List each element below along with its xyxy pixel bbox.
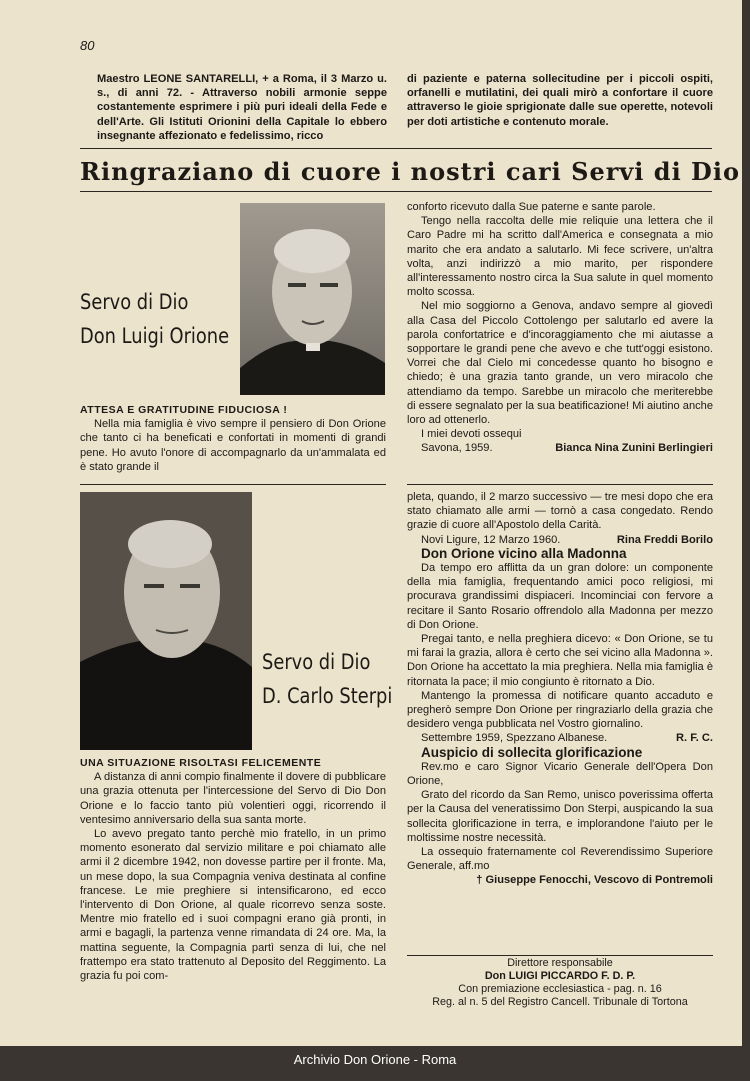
article-situazione-left: UNA SITUAZIONE RISOLTASI FELICEMENTE A distanza di anni compio finalmente il dovere di pubblicare una grazia ottenuta per l'intercessione del Servo di Dio Don Orione e lo faccio tanto più volentieri oggi, ricorrendo il ventesimo anniversario della sua santa morte. Lo avevo pregato tanto perchè mio fratello, in un primo momento esonerato dal servizio militare e poi chiamato alle armi il 2 dicembre 1942, non dovesse partire per il fronte. Ma, un mese dopo, la sua Compagnia veniva destinata al confine francese. Le mie preghiere si intensificarono, ed ecco l'intervento di Don Orione, al quale ricorrevo senza soste. Mentre mio fratello ed i suoi compagni erano già pronti, in armi e bagagli, la partenza venne rimandata di 24 ore. Ma, la mattina seguente, la Compagnia partì senza di lui, che nel frattempo era stato trattenuto al Deposito del Reggimento. La grazia fu poi com- <box>80 757 386 983</box>
article-auspicio-signature: † Giuseppe Fenocchi, Vescovo di Pontremoli <box>476 874 713 887</box>
banner-divider <box>80 191 712 192</box>
orione-portrait <box>240 203 385 395</box>
article-madonna-heading: Don Orione vicino alla Madonna <box>421 545 627 561</box>
left-mid-divider <box>80 484 386 485</box>
sterpi-portrait-drawing <box>80 492 252 750</box>
page-number: 80 <box>80 38 95 53</box>
orione-portrait-drawing <box>240 203 385 395</box>
banner-title: Ringraziano di cuore i nostri cari Servi di Dio <box>80 157 740 186</box>
article-attesa-heading: ATTESA E GRATITUDINE FIDUCIOSA ! <box>80 404 288 416</box>
article-situazione-heading: UNA SITUAZIONE RISOLTASI FELICEMENTE <box>80 757 322 769</box>
article-madonna-signature: Settembre 1959, Spezzano Albanese. R. F. C. <box>421 732 713 745</box>
obituary-left: Maestro LEONE SANTARELLI, + a Roma, il 3 Marzo u. s., di anni 72. - Attraverso nobili armonie seppe costantemente esprimere i più puri ideali della Fede e dell'Arte. Gli Istituti Orionini della Capitale lo ebbero insegnante affezionato e fedelissimo, ricco <box>97 73 387 142</box>
archive-caption: Archivio Don Orione - Roma <box>293 1052 457 1067</box>
article-situazione-signature: Novi Ligure, 12 Marzo 1960. Rina Freddi Borilo <box>421 533 713 546</box>
article-attesa-signature: Savona, 1959. Bianca Nina Zunini Berlingieri <box>421 442 713 455</box>
right-mid-divider <box>407 484 713 485</box>
article-attesa-right: conforto ricevuto dalla Sue paterne e sante parole. Tengo nella raccolta delle mie reliquie una lettera che il Caro Padre mi ha scritto dall'America e consegnata a mio marito che era andato a salutarlo. Mi fece scrivere, un'altra volta, anzi indirizzò a mio marito, per rispondere all'interessamento nostro circa la Sua salute in quel momento molto scossa. Nel mio soggiorno a Genova, andavo sempre al giovedì alla Casa del Piccolo Cottolengo per salutarlo ed avere la parola confortatrice e d'incoraggiamento che mi aiutasse a sopportare le grandi pene che avevo e che tutt'oggi esistono. Vorrei che dal Cielo mi concedesse quanto ho bisogno e chiedo; è una grazia tanto grande, un vero miracolo che attendiamo da tempo. Sarebbe un miracolo che meriterebbe di essere segnalato per la sua beatificazione! Mi aiutino anche loro ad ottenerlo. I miei devoti ossequi Savona, 1959. Bianca Nina Zunini Berlingieri <box>407 201 713 455</box>
servo-orione-title: Servo di Dio Don Luigi Orione <box>80 290 230 348</box>
obituary-right: di paziente e paterna sollecitudine per i piccoli ospiti, orfanelli e mutilatini, dei quali mirò a confortare il cuore attraverso le gioie sprigionate dalle sue operette, notevoli per doti artistiche e contenuto morale. <box>407 73 713 128</box>
article-attesa-left: ATTESA E GRATITUDINE FIDUCIOSA ! Nella mia famiglia è vivo sempre il pensiero di Don Orione che tanto ci ha beneficati e confortati in momenti di grandi pene. Ho avuto l'onore di accompagnarlo da un'ammalata ed è stato grande il <box>80 404 386 473</box>
right-column-lower: pleta, quando, il 2 marzo successivo — tre mesi dopo che era stato chiamato alle armi — tornò a casa congedato. Rendo grazie di cuore all'Apostolo della Carità. Novi Ligure, 12 Marzo 1960. Rina Freddi Borilo Don Orione vicino alla Madonna Da tempo ero afflitta da un gran dolore: un componente della mia famiglia, frequentando amici poco religiosi, mi procurava grandissimi dispiaceri. Incominciai con fervore a recitare il Santo Rosario offrendolo alla Madonna per mezzo di Don Orione. Pregai tanto, e nella preghiera dicevo: « Don Orione, se tu mi farai la grazia, allora è certo che sei vicino alla Madonna ». Don Orione ha accettato la mia preghiera. Nella mia famiglia è ritornata la pace; il mio congiunto è ritornato a Dio. Mantengo la promessa di notificare quanto accaduto e pregherò sempre Don Orione per ringraziarlo della grazia che desidero venga pubblicata nel Vostro giornalino. Settembre 1959, Spezzano Albanese. R. F. C. Auspicio di sollecita glorificazione Rev.mo e caro Signor Vicario Generale dell'Opera Don Orione, Grato del ricordo da San Remo, unisco poverissima offerta per la Causa del veneratissimo Don Sterpi, auspicando la sua sollecita glorificazione in terra, e implorandone l'aiuto per le moltissime nostre necessità. La ossequio fraternamente col Reverendissimo Superiore Generale, aff.mo † Giuseppe Fenocchi, Vescovo di Pontremoli <box>407 491 713 887</box>
servo-sterpi-title: Servo di Dio D. Carlo Sterpi <box>262 650 393 708</box>
masthead-footer: Direttore responsabile Don LUIGI PICCARDO F. D. P. Con premiazione ecclesiastica - pag. n. 16 Reg. al n. 5 del Registro Cancell. Tribunale di Tortona <box>432 957 688 1008</box>
sterpi-portrait <box>80 492 252 750</box>
article-auspicio-heading: Auspicio di sollecita glorificazione <box>421 744 643 760</box>
top-divider <box>80 148 712 149</box>
footer-divider <box>407 955 713 956</box>
